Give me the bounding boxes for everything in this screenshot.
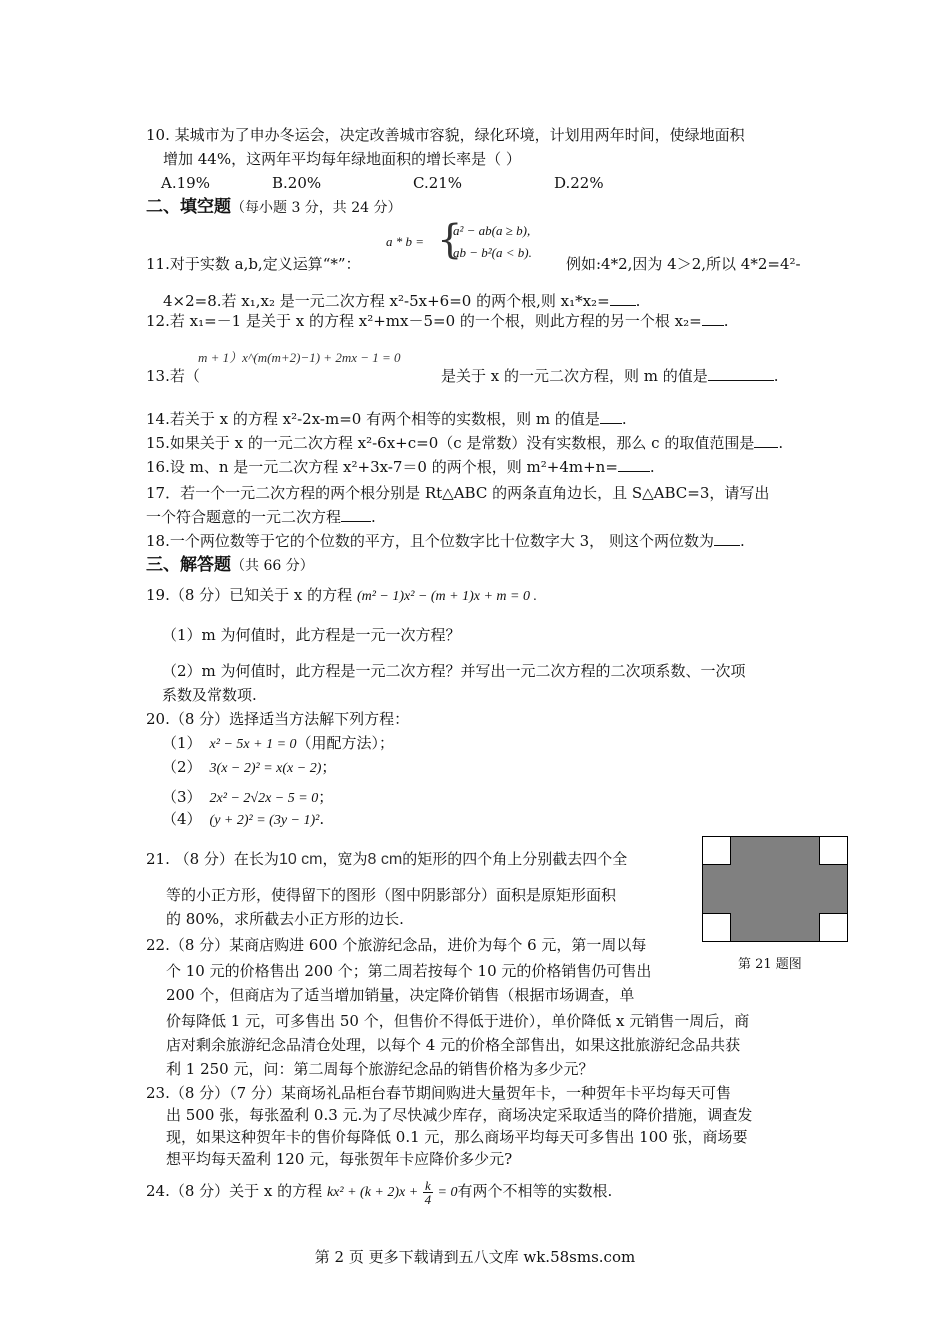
corner-square-top-right xyxy=(820,837,848,865)
section-2-heading xyxy=(146,196,402,219)
section-3-heading xyxy=(146,554,314,577)
q23-line: 23.（8 分）（7 分）某商场礼品柜台春节期间购进大量贺年卡，一种贺年卡平均每天可售 xyxy=(146,1084,731,1102)
section-3-title: 三、解答题 xyxy=(146,555,231,575)
q17-line2 xyxy=(146,506,376,528)
q18-end: . xyxy=(739,532,745,550)
q10-option-d: D.22% xyxy=(554,174,604,192)
q13-suffix: 是关于 x 的一元二次方程，则 m 的值是 xyxy=(441,367,708,385)
q19-part2-line2: 系数及常数项. xyxy=(162,686,257,704)
q20-item-note: . xyxy=(319,810,325,828)
q19-formula: (m² − 1)x² − (m + 1)x + m = 0 . xyxy=(356,589,537,604)
q15-text: 15.如果关于 x 的一元二次方程 x²-6x+c=0（c 是常数）没有实数根，那么 c 的取值范围是 xyxy=(146,434,755,452)
q21-line1 xyxy=(146,848,627,871)
q19-stem-line xyxy=(146,584,537,608)
q10-option-c: C.21% xyxy=(413,174,463,192)
corner-square-bottom-right xyxy=(820,914,848,942)
q14 xyxy=(146,408,627,430)
answer-blank[interactable] xyxy=(714,531,740,546)
q22-line: 个 10 元的价格售出 200 个；第二周若按每个 10 元的价格销售仍可售出 xyxy=(166,962,652,980)
q24-equation-left: kx² + (k + 2)x + xyxy=(326,1185,419,1200)
q21-text-a: 21. （8 分）在长为 xyxy=(146,850,279,868)
q17-end: . xyxy=(371,508,376,526)
q13-prefix: 13.若（ xyxy=(146,367,200,385)
q14-end: . xyxy=(621,410,627,428)
q13-end: . xyxy=(773,367,779,385)
q22-line: 22.（8 分）某商店购进 600 个旅游纪念品，进价为每个 6 元，第一周以每 xyxy=(146,936,647,954)
q21-figure xyxy=(702,836,848,942)
q20-item-note: （用配方法）； xyxy=(296,734,395,752)
corner-square-bottom-left xyxy=(703,914,731,942)
q24-fraction xyxy=(423,1179,433,1206)
q24-suffix: 有两个不相等的实数根. xyxy=(457,1182,613,1200)
answer-blank[interactable] xyxy=(754,433,778,448)
q21-text-c: 的矩形的四个角上分别截去四个全 xyxy=(402,850,628,868)
q16-text: 16.设 m、n 是一元二次方程 x²+3x-7＝0 的两个根，则 m²+4m+n= xyxy=(146,458,618,476)
q22-line: 价每降低 1 元，可多售出 50 个，但售价不得低于进价），单价降低 x 元销售一周后，商 xyxy=(166,1012,750,1030)
q20-item-equation: 3(x − 2)² = x(x − 2) xyxy=(209,761,322,776)
q20-item-label: （3） xyxy=(162,788,202,806)
fraction-denominator: 4 xyxy=(424,1191,432,1207)
answer-blank[interactable] xyxy=(600,409,622,424)
q20-item-equation: 2x² − 2√2x − 5 = 0 xyxy=(209,791,319,806)
page-footer: 第 2 页 更多下载请到五八文库 wk.58sms.com xyxy=(314,1248,636,1266)
q18 xyxy=(146,530,745,552)
q17-line2-text: 一个符合题意的一元二次方程 xyxy=(146,508,342,526)
answer-blank[interactable] xyxy=(708,366,774,381)
q13-suffix-line xyxy=(441,365,779,387)
q12 xyxy=(146,310,728,332)
q11-line2-text: 4×2=8.若 x₁,x₂ 是一元二次方程 x²-5x+6=0 的两个根,则 x₁*x₂= xyxy=(163,292,610,310)
q20-item-1 xyxy=(162,732,394,756)
q21-text-b: ，宽为 xyxy=(322,850,368,868)
q19-stem: 19.（8 分）已知关于 x 的方程 xyxy=(146,586,353,604)
q10-line2: 增加 44%，这两年平均每年绿地面积的增长率是（ ） xyxy=(163,150,521,168)
q10-option-b: B.20% xyxy=(272,174,322,192)
q11-formula-top: a² − ab(a ≥ b), xyxy=(453,223,531,238)
corner-square-top-left xyxy=(703,837,731,865)
q19-part1: （1）m 为何值时，此方程是一元一次方程？ xyxy=(162,626,461,644)
q20-item-equation: (y + 2)² = (3y − 1)² xyxy=(209,813,320,828)
q21-width: 8 cm xyxy=(367,851,403,868)
q20-stem: 20.（8 分）选择适当方法解下列方程： xyxy=(146,710,410,728)
answer-blank[interactable] xyxy=(341,507,371,522)
q20-item-3 xyxy=(162,786,333,810)
q15 xyxy=(146,432,783,454)
q21-line3: 的 80%，求所截去小正方形的边长. xyxy=(166,910,404,928)
q20-item-label: （4） xyxy=(162,810,202,828)
q23-line: 出 500 张，每张盈利 0.3 元.为了尽快减少库存，商场决定采取适当的降价措施，调查发 xyxy=(166,1106,753,1124)
q18-text: 18.一个两位数等于它的个位数的平方，且个位数字比十位数字大 3， 则这个两位数为 xyxy=(146,532,714,550)
q21-figure-caption: 第 21 题图 xyxy=(738,957,802,972)
q22-line: 店对剩余旅游纪念品清仓处理，以每个 4 元的价格全部售出，如果这批旅游纪念品共获 xyxy=(166,1036,741,1054)
answer-blank[interactable] xyxy=(610,291,636,306)
q23-line: 想平均每天盈利 120 元，每张贺年卡应降价多少元? xyxy=(166,1150,513,1168)
q10-line1: 10. 某城市为了申办冬运会，决定改善城市容貌，绿化环境，计划用两年时间，使绿地面积 xyxy=(146,126,745,144)
q11-suffix: 例如:4*2,因为 4＞2,所以 4*2=4²- xyxy=(566,255,801,273)
q16-end: . xyxy=(649,458,655,476)
q20-item-label: （1） xyxy=(162,734,202,752)
q14-text: 14.若关于 x 的方程 x²-2x-m=0 有两个相等的实数根，则 m 的值是 xyxy=(146,410,600,428)
section-3-note: （共 66 分） xyxy=(231,558,314,574)
q24-prefix: 24.（8 分）关于 x 的方程 xyxy=(146,1182,323,1200)
q20-item-note: ； xyxy=(318,788,334,806)
q11-brace: { xyxy=(437,217,463,263)
section-2-title: 二、填空题 xyxy=(146,197,231,217)
q20-item-label: （2） xyxy=(162,758,202,776)
q21-length: 10 cm xyxy=(278,851,323,868)
q12-text: 12.若 x₁=－1 是关于 x 的方程 x²+mx－5=0 的一个根，则此方程的另一个根 x₂= xyxy=(146,312,702,330)
q24-equation-right: = 0 xyxy=(437,1185,458,1200)
q19-part2-line1: （2）m 为何值时，此方程是一元二次方程？并写出一元二次方程的二次项系数、一次项 xyxy=(162,662,746,680)
q11-line2 xyxy=(163,290,640,312)
q22-line: 利 1 250 元，问：第二周每个旅游纪念品的销售价格为多少元？ xyxy=(166,1060,594,1078)
q22-line: 200 个，但商店为了适当增加销量，决定降价销售（根据市场调查，单 xyxy=(166,986,635,1004)
q20-item-equation: x² − 5x + 1 = 0 xyxy=(209,737,297,752)
q13-formula: m + 1）x^(m(m+2)−1) + 2mx − 1 = 0 xyxy=(198,350,401,365)
q17-line1: 17．若一个一元二次方程的两个根分别是 Rt△ABC 的两条直角边长，且 S△ABC=3，请写出 xyxy=(146,484,770,502)
q11-line2-end: . xyxy=(635,292,641,310)
q21-line2: 等的小正方形，使得留下的图形（图中阴影部分）面积是原矩形面积 xyxy=(166,886,617,904)
q20-item-note: ； xyxy=(321,758,337,776)
answer-blank[interactable] xyxy=(702,311,724,326)
q16 xyxy=(146,456,655,478)
q15-end: . xyxy=(778,434,784,452)
q11-formula-bottom: ab − b²(a < b). xyxy=(453,245,532,260)
q24 xyxy=(146,1176,612,1208)
q20-item-2 xyxy=(162,756,336,780)
fraction-numerator: k xyxy=(424,1177,431,1193)
q20-item-4 xyxy=(162,808,324,832)
section-2-note: （每小题 3 分，共 24 分） xyxy=(231,200,402,216)
answer-blank[interactable] xyxy=(618,457,650,472)
q12-end: . xyxy=(723,312,729,330)
q11-prefix: 11.对于实数 a,b,定义运算“*”： xyxy=(146,255,361,273)
q11-formula-lhs: a * b = xyxy=(386,234,425,249)
q10-option-a: A.19% xyxy=(161,174,210,192)
q23-line: 现，如果这种贺年卡的售价每降低 0.1 元，那么商场平均每天可多售出 100 张，商场要 xyxy=(166,1128,748,1146)
